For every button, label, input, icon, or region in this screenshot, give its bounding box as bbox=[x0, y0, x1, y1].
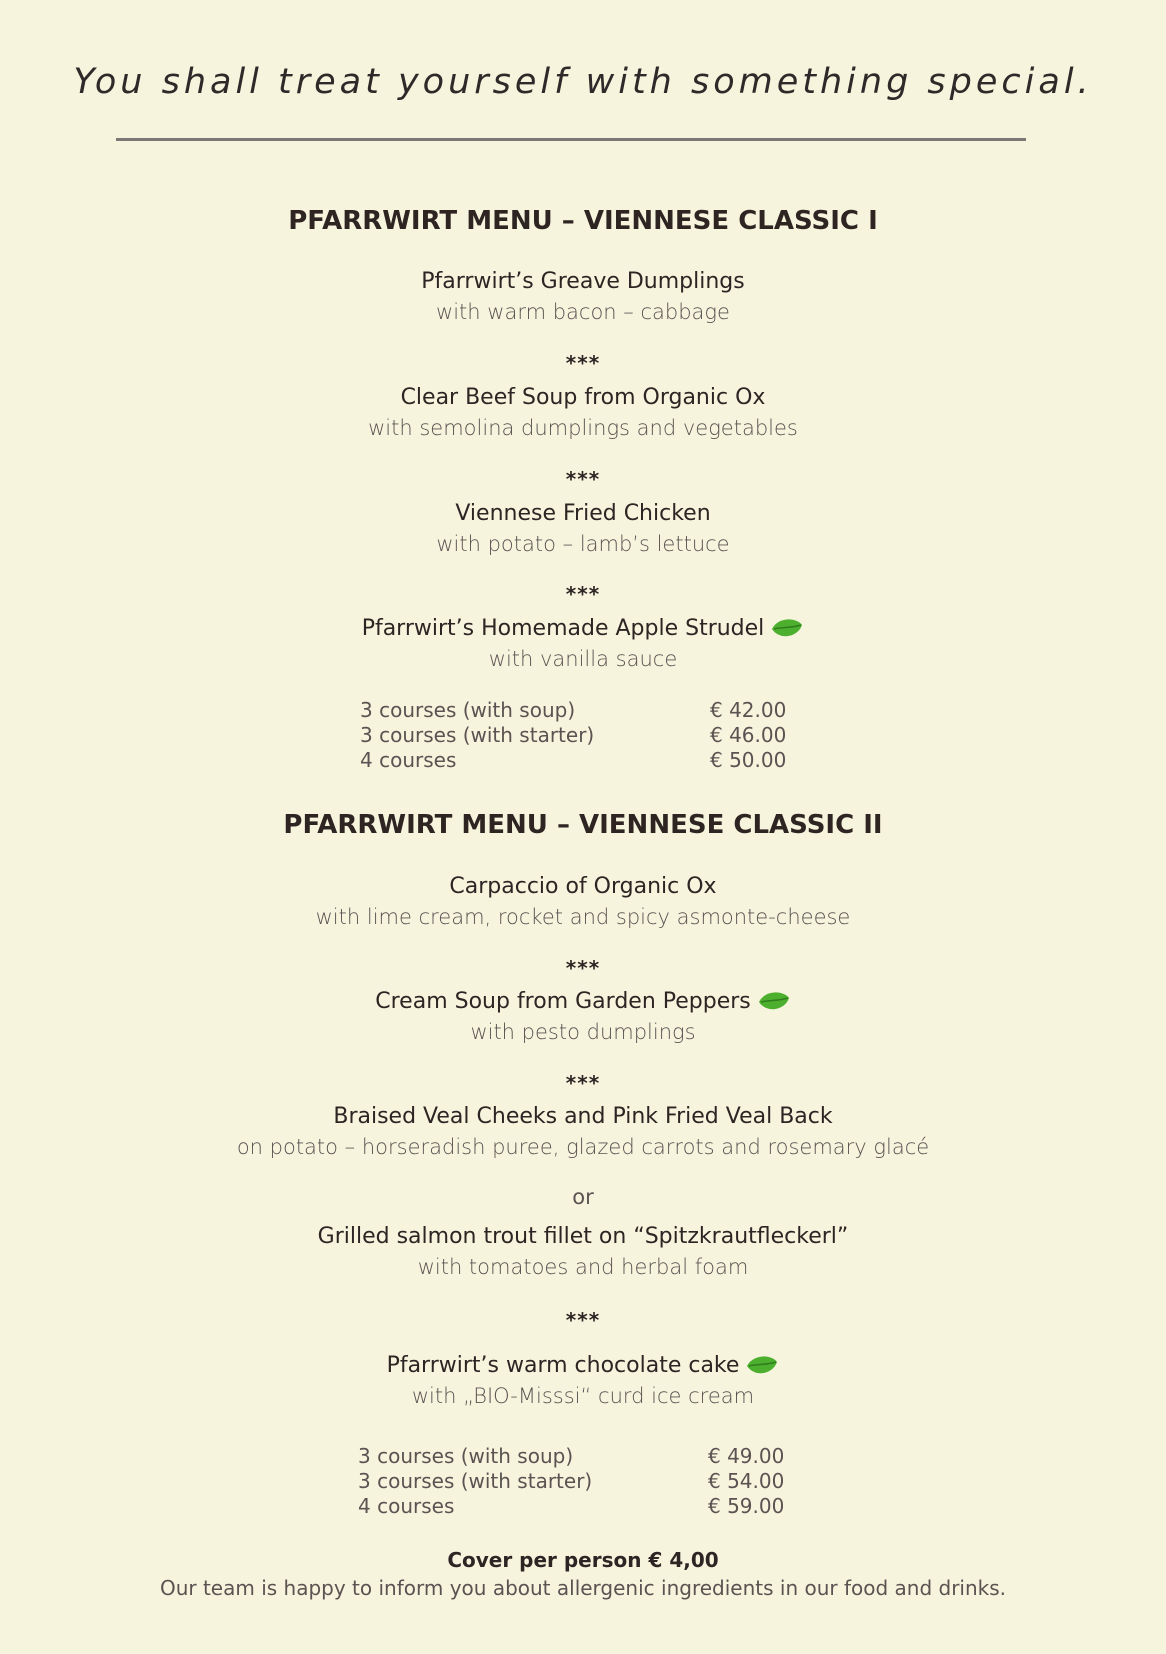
menu1-price-list bbox=[360, 698, 800, 773]
price-label: 4 courses bbox=[358, 1494, 455, 1518]
cover-charge: Cover per person € 4,00 bbox=[447, 1548, 719, 1572]
price-value: € 50.00 bbox=[710, 748, 787, 772]
price-label: 3 courses (with soup) bbox=[358, 1444, 574, 1468]
price-row bbox=[360, 723, 800, 748]
price-row bbox=[358, 1444, 798, 1469]
menu2-dish-4 bbox=[0, 1222, 1166, 1282]
menu1-title-block bbox=[0, 204, 1166, 238]
dish-name-row bbox=[0, 987, 1166, 1017]
price-label: 3 courses (with starter) bbox=[358, 1469, 593, 1493]
dish-name: Braised Veal Cheeks and Pink Fried Veal Back bbox=[333, 1104, 833, 1129]
dish-description: with „BIO-Misssi“ curd ice cream bbox=[411, 1384, 755, 1408]
dish-description: with semolina dumplings and vegetables bbox=[368, 416, 798, 440]
divider bbox=[116, 138, 1026, 141]
price-label: 4 courses bbox=[360, 748, 457, 772]
menu2-price-list bbox=[358, 1444, 798, 1519]
menu1-dish-1 bbox=[0, 267, 1166, 327]
dish-name: Clear Beef Soup from Organic Ox bbox=[400, 385, 766, 410]
dish-name: Cream Soup from Garden Peppers bbox=[375, 989, 751, 1014]
course-separator: *** bbox=[565, 1308, 601, 1332]
dish-description: with warm bacon – cabbage bbox=[436, 300, 730, 324]
leaf-icon bbox=[770, 617, 804, 641]
menu1-title: PFARRWIRT MENU – VIENNESE CLASSIC I bbox=[288, 206, 878, 236]
menu1-dish-2 bbox=[0, 383, 1166, 443]
tagline: You shall treat yourself with something special. bbox=[73, 62, 1093, 102]
dish-description: with pesto dumplings bbox=[470, 1020, 696, 1044]
price-row bbox=[360, 698, 800, 723]
leaf-icon bbox=[757, 990, 791, 1014]
dish-description: with lime cream, rocket and spicy asmonte-cheese bbox=[315, 905, 851, 929]
menu1-dish-4 bbox=[0, 614, 1166, 674]
dish-name: Grilled salmon trout fillet on “Spitzkrautfleckerl” bbox=[317, 1224, 849, 1249]
price-value: € 59.00 bbox=[708, 1494, 785, 1518]
menu2-dish-5 bbox=[0, 1351, 1166, 1411]
course-separator: *** bbox=[565, 467, 601, 491]
dish-name: Pfarrwirt’s Homemade Apple Strudel bbox=[361, 616, 765, 641]
price-value: € 49.00 bbox=[708, 1444, 785, 1468]
dish-name: Viennese Fried Chicken bbox=[455, 501, 711, 526]
menu2-dish-2 bbox=[0, 987, 1166, 1047]
dish-description: with potato – lamb’s lettuce bbox=[436, 532, 730, 556]
or-divider: or bbox=[572, 1185, 594, 1209]
price-row bbox=[358, 1494, 798, 1519]
menu2-dish-1 bbox=[0, 872, 1166, 932]
dish-name: Carpaccio of Organic Ox bbox=[449, 874, 717, 899]
leaf-icon bbox=[745, 1354, 779, 1378]
menu2-title: PFARRWIRT MENU – VIENNESE CLASSIC II bbox=[283, 810, 883, 840]
menu2-title-block bbox=[0, 808, 1166, 842]
course-separator: *** bbox=[565, 582, 601, 606]
course-separator: *** bbox=[565, 1071, 601, 1095]
dish-description: with vanilla sauce bbox=[488, 647, 678, 671]
dish-description: on potato – horseradish puree, glazed carrots and rosemary glacé bbox=[236, 1135, 930, 1159]
dish-name-row bbox=[0, 1351, 1166, 1381]
price-value: € 42.00 bbox=[710, 698, 787, 722]
course-separator: *** bbox=[565, 956, 601, 980]
price-label: 3 courses (with starter) bbox=[360, 723, 595, 747]
dish-description: with tomatoes and herbal foam bbox=[417, 1255, 749, 1279]
menu1-dish-3 bbox=[0, 499, 1166, 559]
price-value: € 54.00 bbox=[708, 1469, 785, 1493]
price-row bbox=[358, 1469, 798, 1494]
allergen-note: Our team is happy to inform you about allergenic ingredients in our food and drinks. bbox=[159, 1576, 1007, 1600]
price-label: 3 courses (with soup) bbox=[360, 698, 576, 722]
course-separator: *** bbox=[565, 351, 601, 375]
dish-name-row bbox=[0, 614, 1166, 644]
price-value: € 46.00 bbox=[710, 723, 787, 747]
menu2-dish-3 bbox=[0, 1102, 1166, 1162]
dish-name: Pfarrwirt’s Greave Dumplings bbox=[421, 269, 745, 294]
price-row bbox=[360, 748, 800, 773]
dish-name: Pfarrwirt’s warm chocolate cake bbox=[386, 1353, 740, 1378]
